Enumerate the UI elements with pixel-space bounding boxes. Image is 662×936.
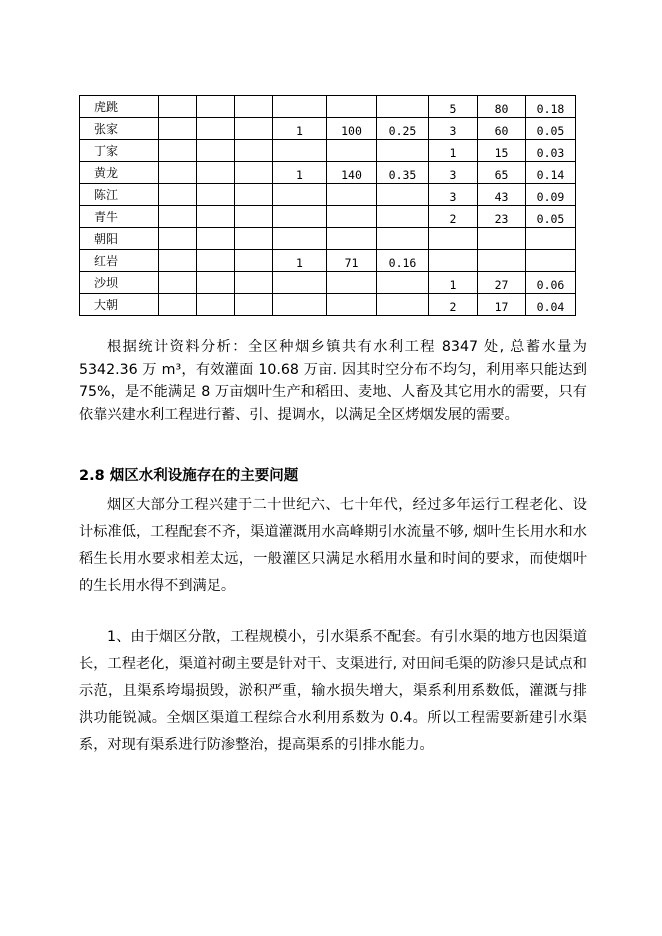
value-cell bbox=[159, 162, 197, 184]
township-name-cell: 虎跳 bbox=[80, 96, 159, 118]
township-name-cell: 红岩 bbox=[80, 250, 159, 272]
value-cell: 2 bbox=[429, 294, 478, 316]
value-cell bbox=[235, 250, 273, 272]
township-name-cell: 丁家 bbox=[80, 140, 159, 162]
value-cell: 27 bbox=[478, 272, 526, 294]
value-cell: 3 bbox=[429, 162, 478, 184]
value-cell: 0.35 bbox=[377, 162, 429, 184]
value-cell: 0.05 bbox=[526, 118, 576, 140]
value-cell bbox=[159, 96, 197, 118]
value-cell bbox=[327, 206, 377, 228]
value-cell bbox=[235, 272, 273, 294]
value-cell: 1 bbox=[273, 118, 327, 140]
value-cell: 0.06 bbox=[526, 272, 576, 294]
value-cell bbox=[197, 118, 235, 140]
table-row bbox=[80, 162, 576, 184]
value-cell bbox=[235, 162, 273, 184]
value-cell bbox=[478, 228, 526, 250]
value-cell: 65 bbox=[478, 162, 526, 184]
value-cell bbox=[327, 294, 377, 316]
value-cell bbox=[377, 228, 429, 250]
value-cell bbox=[273, 294, 327, 316]
table-body bbox=[80, 96, 576, 316]
value-cell bbox=[159, 140, 197, 162]
value-cell: 3 bbox=[429, 118, 478, 140]
value-cell: 0.18 bbox=[526, 96, 576, 118]
value-cell bbox=[159, 206, 197, 228]
table-row bbox=[80, 184, 576, 206]
value-cell: 3 bbox=[429, 184, 478, 206]
value-cell: 60 bbox=[478, 118, 526, 140]
value-cell bbox=[327, 96, 377, 118]
value-cell: 0.09 bbox=[526, 184, 576, 206]
value-cell bbox=[159, 184, 197, 206]
value-cell bbox=[526, 250, 576, 272]
value-cell: 5 bbox=[429, 96, 478, 118]
value-cell bbox=[235, 118, 273, 140]
value-cell: 140 bbox=[327, 162, 377, 184]
value-cell bbox=[235, 184, 273, 206]
table-row bbox=[80, 250, 576, 272]
statistics-table bbox=[79, 95, 576, 316]
value-cell bbox=[159, 272, 197, 294]
value-cell bbox=[159, 250, 197, 272]
value-cell bbox=[377, 272, 429, 294]
value-cell bbox=[197, 250, 235, 272]
value-cell bbox=[235, 206, 273, 228]
table-row bbox=[80, 228, 576, 250]
value-cell: 0.14 bbox=[526, 162, 576, 184]
value-cell bbox=[197, 294, 235, 316]
value-cell: 17 bbox=[478, 294, 526, 316]
value-cell bbox=[235, 294, 273, 316]
township-name-cell: 青牛 bbox=[80, 206, 159, 228]
township-name-cell: 陈江 bbox=[80, 184, 159, 206]
value-cell bbox=[377, 206, 429, 228]
value-cell: 23 bbox=[478, 206, 526, 228]
value-cell bbox=[159, 118, 197, 140]
value-cell bbox=[197, 162, 235, 184]
value-cell: 0.25 bbox=[377, 118, 429, 140]
value-cell bbox=[235, 228, 273, 250]
value-cell bbox=[159, 294, 197, 316]
value-cell: 15 bbox=[478, 140, 526, 162]
value-cell: 0.04 bbox=[526, 294, 576, 316]
value-cell bbox=[197, 228, 235, 250]
value-cell bbox=[273, 206, 327, 228]
value-cell bbox=[478, 250, 526, 272]
value-cell: 100 bbox=[327, 118, 377, 140]
value-cell bbox=[197, 272, 235, 294]
value-cell: 1 bbox=[429, 272, 478, 294]
value-cell bbox=[327, 140, 377, 162]
value-cell bbox=[327, 184, 377, 206]
paragraph-problem-1: 1、由于烟区分散，工程规模小，引水渠系不配套。有引水渠的地方也因渠道长，工程老化，渠道衬砌主要是针对干、支渠进行, 对田间毛渠的防渗只是试点和示范，且渠系垮塌损毁，淤积严重，输水损失增大，渠系利用系数低，灌溉与排洪功能锐减。全烟区渠道工程综合水利用系数为 0.4。所以工程需要新建引水渠系，对现有渠系进行防渗整治，提高渠系的引排水能力。 bbox=[79, 629, 587, 753]
value-cell: 43 bbox=[478, 184, 526, 206]
township-name-cell: 朝阳 bbox=[80, 228, 159, 250]
value-cell bbox=[377, 96, 429, 118]
table-row bbox=[80, 272, 576, 294]
value-cell bbox=[273, 140, 327, 162]
paragraph-analysis: 根据统计资料分析：全区种烟乡镇共有水利工程 8347 处, 总蓄水量为 5342.36 万 m³，有效灌面 10.68 万亩. 因其时空分布不均匀，利用率只能达到 75%，是不能满足 8 万亩烟叶生产和稻田、麦地、人畜及其它用水的需要，只有依靠兴建水利工程进行蓄、引、提调水，以满足全区烤烟发展的需要。 bbox=[79, 339, 587, 423]
value-cell: 80 bbox=[478, 96, 526, 118]
value-cell bbox=[197, 96, 235, 118]
value-cell bbox=[273, 272, 327, 294]
value-cell bbox=[526, 228, 576, 250]
value-cell: 0.03 bbox=[526, 140, 576, 162]
value-cell bbox=[273, 184, 327, 206]
paragraph-problems-intro: 烟区大部分工程兴建于二十世纪六、七十年代，经过多年运行工程老化、设计标准低，工程配套不齐，渠道灌溉用水高峰期引水流量不够, 烟叶生长用水和水稻生长用水要求相差太远，一般灌区只满足水稻用水量和时间的要求，而使烟叶的生长用水得不到满足。 bbox=[79, 497, 587, 594]
value-cell bbox=[327, 272, 377, 294]
value-cell bbox=[377, 184, 429, 206]
section-heading: 2.8 烟区水利设施存在的主要问题 bbox=[79, 468, 299, 484]
table-row bbox=[80, 206, 576, 228]
value-cell bbox=[235, 140, 273, 162]
table-row bbox=[80, 140, 576, 162]
value-cell bbox=[159, 228, 197, 250]
value-cell bbox=[327, 228, 377, 250]
value-cell bbox=[197, 184, 235, 206]
table-row bbox=[80, 294, 576, 316]
township-name-cell: 黄龙 bbox=[80, 162, 159, 184]
value-cell: 0.16 bbox=[377, 250, 429, 272]
table-row bbox=[80, 118, 576, 140]
value-cell bbox=[273, 228, 327, 250]
value-cell: 1 bbox=[273, 250, 327, 272]
township-name-cell: 张家 bbox=[80, 118, 159, 140]
value-cell: 71 bbox=[327, 250, 377, 272]
value-cell bbox=[235, 96, 273, 118]
value-cell bbox=[273, 96, 327, 118]
value-cell bbox=[197, 206, 235, 228]
value-cell bbox=[197, 140, 235, 162]
value-cell bbox=[429, 228, 478, 250]
value-cell bbox=[377, 140, 429, 162]
value-cell bbox=[377, 294, 429, 316]
value-cell: 1 bbox=[429, 140, 478, 162]
value-cell bbox=[429, 250, 478, 272]
table-row bbox=[80, 96, 576, 118]
value-cell: 0.05 bbox=[526, 206, 576, 228]
township-name-cell: 沙坝 bbox=[80, 272, 159, 294]
township-name-cell: 大朝 bbox=[80, 294, 159, 316]
value-cell: 2 bbox=[429, 206, 478, 228]
value-cell: 1 bbox=[273, 162, 327, 184]
